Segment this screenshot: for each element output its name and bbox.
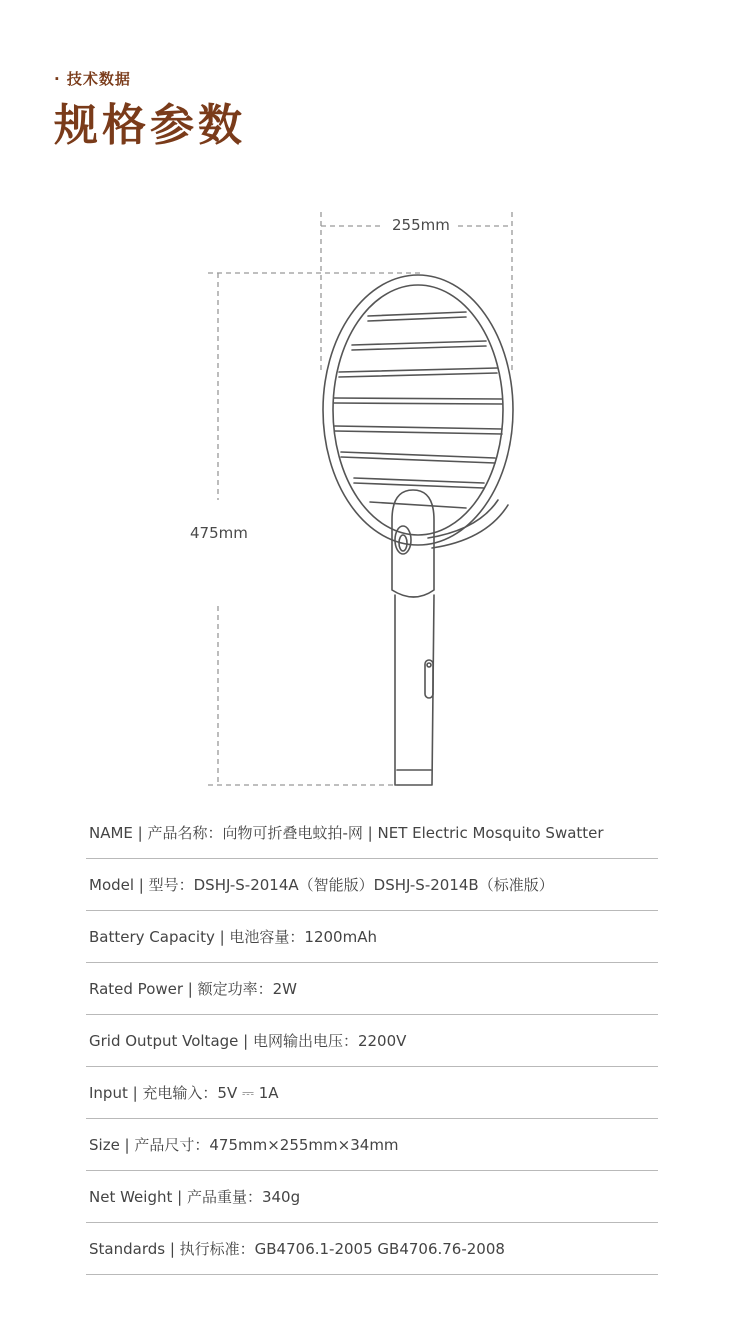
height-dimension-label: 475mm — [190, 524, 248, 542]
section-kicker: · 技术数据 — [54, 70, 131, 88]
spec-row-voltage: Grid Output Voltage | 电网输出电压：2200V — [86, 1015, 658, 1067]
spec-row-size: Size | 产品尺寸：475mm×255mm×34mm — [86, 1119, 658, 1171]
page-title: 规格参数 — [54, 100, 246, 151]
spec-row-power: Rated Power | 额定功率：2W — [86, 963, 658, 1015]
spec-list — [86, 807, 658, 1275]
width-dimension-label: 255mm — [392, 216, 450, 234]
spec-row-model: Model | 型号：DSHJ-S-2014A（智能版）DSHJ-S-2014B（标准版） — [86, 859, 658, 911]
spec-row-battery: Battery Capacity | 电池容量：1200mAh — [86, 911, 658, 963]
spec-row-weight: Net Weight | 产品重量：340g — [86, 1171, 658, 1223]
spec-row-input: Input | 充电输入：5V ⎓ 1A — [86, 1067, 658, 1119]
spec-row-name: NAME | 产品名称：向物可折叠电蚊拍-网 | NET Electric Mosquito Swatter — [86, 807, 658, 859]
spec-row-standards: Standards | 执行标准：GB4706.1-2005 GB4706.76-2008 — [86, 1223, 658, 1275]
